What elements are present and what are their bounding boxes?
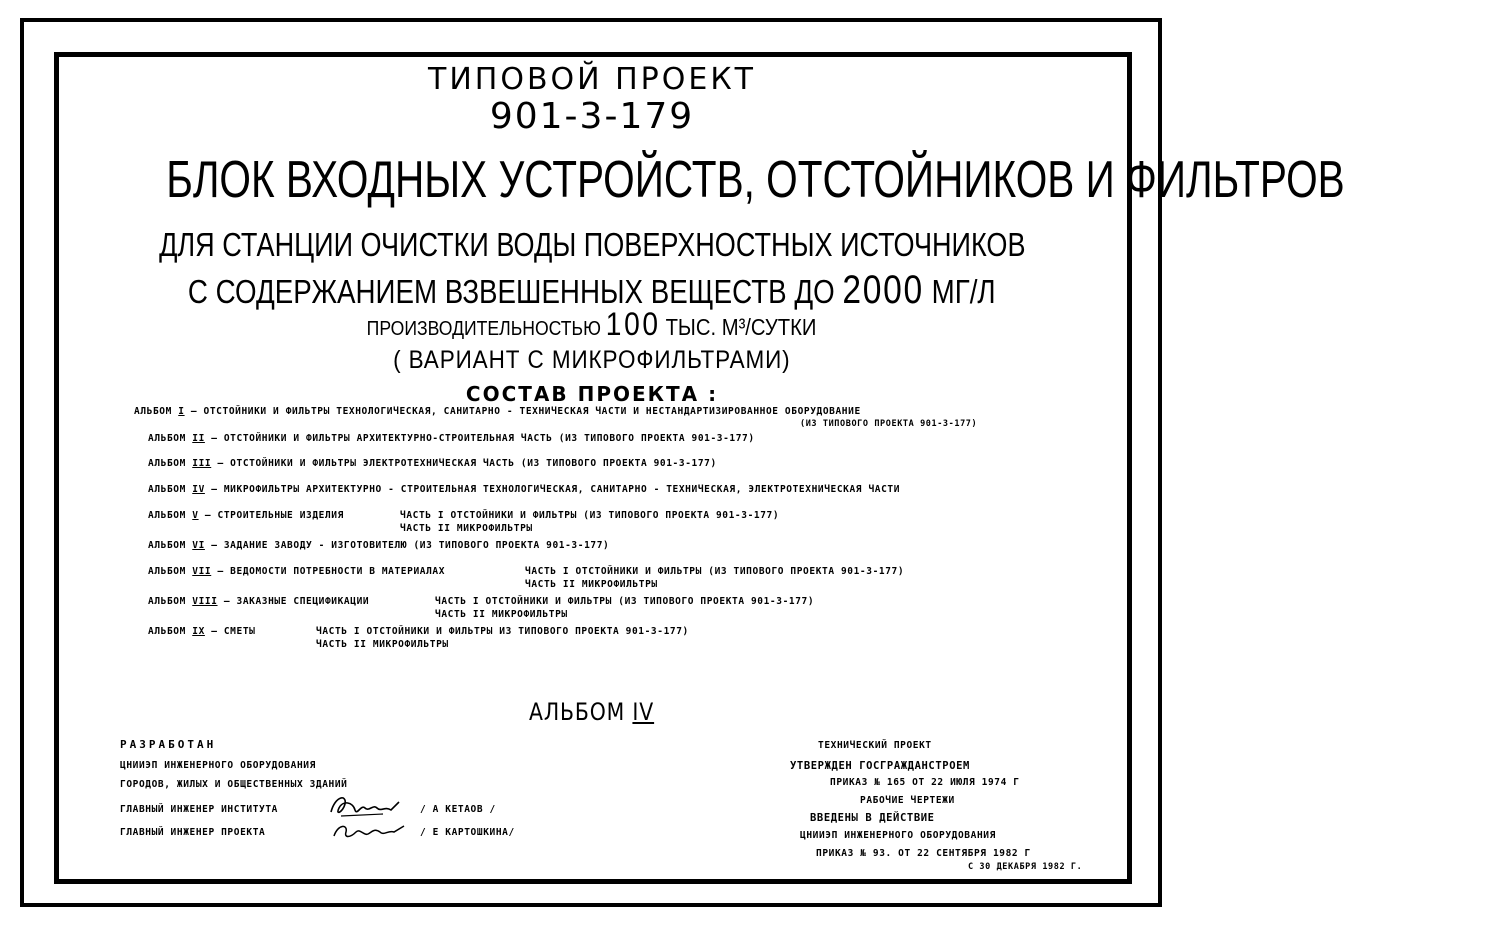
approval-line1: ТЕХНИЧЕСКИЙ ПРОЕКТ: [818, 740, 932, 751]
album-8-part2: ЧАСТЬ II МИКРОФИЛЬТРЫ: [435, 609, 568, 620]
album-6-num: VI: [192, 540, 205, 551]
album-3: [148, 458, 717, 469]
main-title: [0, 150, 1345, 210]
album-6-label: АЛЬБОМ: [148, 540, 186, 551]
album-9: [148, 626, 255, 637]
album-2-text: – ОТСТОЙНИКИ И ФИЛЬТРЫ АРХИТЕКТУРНО-СТРОИТЕЛЬНАЯ ЧАСТЬ (ИЗ ТИПОВОГО ПРОЕКТА 901-3-177): [211, 433, 755, 444]
developer-heading: РАЗРАБОТАН: [120, 738, 217, 751]
chief-project-name: / Е КАРТОШКИНА/: [420, 827, 515, 838]
subtitle-line2-value: 2000: [842, 268, 925, 312]
type-label: ТИПОВОЙ ПРОЕКТ: [428, 62, 756, 97]
signature-chief-project: [330, 818, 410, 844]
chief-institute-name: / А КЕТАОВ /: [420, 804, 496, 815]
approval-line4: РАБОЧИЕ ЧЕРТЕЖИ: [860, 795, 955, 806]
composition-heading: СОСТАВ ПРОЕКТА :: [465, 382, 719, 406]
capacity-line: [0, 306, 1184, 343]
album-label-num: IV: [632, 698, 655, 726]
album-label-group: [529, 698, 654, 726]
album-9-part2: ЧАСТЬ II МИКРОФИЛЬТРЫ: [316, 639, 449, 650]
album-7-text: – ВЕДОМОСТИ ПОТРЕБНОСТИ В МАТЕРИАЛАХ: [217, 566, 446, 577]
album-8-label: АЛЬБОМ: [148, 596, 186, 607]
album-1-note: (ИЗ ТИПОВОГО ПРОЕКТА 901-3-177): [800, 419, 978, 429]
project-number: 901-3-179: [489, 96, 695, 137]
album-9-label: АЛЬБОМ: [148, 626, 186, 637]
subtitle-line1-text: ДЛЯ СТАНЦИИ ОЧИСТКИ ВОДЫ ПОВЕРХНОСТНЫХ ИСТОЧНИКОВ: [158, 226, 1026, 263]
subtitle-line2-unit: МГ/Л: [931, 273, 996, 310]
approval-line2: УТВЕРЖДЕН ГОСГРАЖДАНСТРОЕМ: [790, 760, 970, 772]
album-2-label: АЛЬБОМ: [148, 433, 186, 444]
album-7-label: АЛЬБОМ: [148, 566, 186, 577]
album-4-text: – МИКРОФИЛЬТРЫ АРХИТЕКТУРНО - СТРОИТЕЛЬНАЯ ТЕХНОЛОГИЧЕСКАЯ, САНИТАРНО - ТЕХНИЧЕСКАЯ, ЭЛЕКТРОТЕХНИЧЕСКАЯ ЧАСТИ: [211, 484, 901, 495]
album-1-text: – ОТСТОЙНИКИ И ФИЛЬТРЫ ТЕХНОЛОГИЧЕСКАЯ, САНИТАРНО - ТЕХНИЧЕСКАЯ ЧАСТИ И НЕСТАНДАРТИЗИРОВАННОЕ ОБОРУДОВАНИЕ: [190, 406, 861, 417]
album-5-text: – СТРОИТЕЛЬНЫЕ ИЗДЕЛИЯ: [204, 510, 344, 521]
variant-text: ( ВАРИАНТ С МИКРОФИЛЬТРАМИ): [393, 346, 791, 374]
developer-org-line1: ЦНИИЭП ИНЖЕНЕРНОГО ОБОРУДОВАНИЯ: [120, 760, 316, 771]
album-1-label: АЛЬБОМ: [134, 406, 172, 417]
album-4-label: АЛЬБОМ: [148, 484, 186, 495]
capacity-value: 100: [606, 306, 662, 342]
album-6-text: – ЗАДАНИЕ ЗАВОДУ - ИЗГОТОВИТЕЛЮ (ИЗ ТИПОВОГО ПРОЕКТА 901-3-177): [211, 540, 610, 551]
chief-institute-title: ГЛАВНЫЙ ИНЖЕНЕР ИНСТИТУТА: [120, 804, 278, 815]
album-5: [148, 510, 344, 521]
album-2: [148, 433, 755, 444]
approval-line5: ВВЕДЕНЫ В ДЕЙСТВИЕ: [810, 812, 935, 824]
main-title-text: БЛОК ВХОДНЫХ УСТРОЙСТВ, ОТСТОЙНИКОВ И ФИЛЬТРОВ: [166, 151, 1345, 209]
album-7-part1: ЧАСТЬ I ОТСТОЙНИКИ И ФИЛЬТРЫ (ИЗ ТИПОВОГО ПРОЕКТА 901-3-177): [525, 566, 905, 577]
album-8-num: VIII: [192, 596, 218, 607]
album-9-num: IX: [192, 626, 205, 637]
album-5-num: V: [192, 510, 199, 521]
subtitle-line1: [0, 226, 1184, 264]
album-9-text: – СМЕТЫ: [211, 626, 256, 637]
variant-line: [0, 346, 1184, 375]
album-8: [148, 596, 369, 607]
album-5-part1: ЧАСТЬ I ОТСТОЙНИКИ И ФИЛЬТРЫ (ИЗ ТИПОВОГО ПРОЕКТА 901-3-177): [400, 510, 780, 521]
approval-line8: С 30 ДЕКАБРЯ 1982 Г.: [968, 862, 1083, 872]
approval-line6: ЦНИИЭП ИНЖЕНЕРНОГО ОБОРУДОВАНИЯ: [800, 830, 996, 841]
album-3-label: АЛЬБОМ: [148, 458, 186, 469]
album-1: [134, 406, 861, 417]
album-4-num: IV: [192, 484, 205, 495]
capacity-prefix: ПРОИЗВОДИТЕЛЬНОСТЬЮ: [367, 318, 602, 340]
album-9-part1: ЧАСТЬ I ОТСТОЙНИКИ И ФИЛЬТРЫ ИЗ ТИПОВОГО ПРОЕКТА 901-3-177): [316, 626, 689, 637]
chief-project-title: ГЛАВНЫЙ ИНЖЕНЕР ПРОЕКТА: [120, 827, 266, 838]
album-5-label: АЛЬБОМ: [148, 510, 186, 521]
developer-org-line2: ГОРОДОВ, ЖИЛЫХ И ОБЩЕСТВЕННЫХ ЗДАНИЙ: [120, 779, 348, 790]
album-2-num: II: [192, 433, 205, 444]
capacity-group: [367, 306, 817, 343]
album-label-prefix: АЛЬБОМ: [529, 698, 626, 726]
album-5-part2: ЧАСТЬ II МИКРОФИЛЬТРЫ: [400, 523, 533, 534]
album-8-part1: ЧАСТЬ I ОТСТОЙНИКИ И ФИЛЬТРЫ (ИЗ ТИПОВОГО ПРОЕКТА 901-3-177): [435, 596, 815, 607]
album-1-num: I: [178, 406, 185, 417]
approval-line7: ПРИКАЗ № 93. ОТ 22 СЕНТЯБРЯ 1982 Г: [816, 848, 1031, 859]
album-6: [148, 540, 609, 551]
album-label: [0, 698, 1184, 726]
album-7: [148, 566, 445, 577]
album-3-num: III: [192, 458, 212, 469]
album-4: [148, 484, 900, 495]
album-8-text: – ЗАКАЗНЫЕ СПЕЦИФИКАЦИИ: [223, 596, 370, 607]
approval-line3: ПРИКАЗ № 165 ОТ 22 ИЮЛЯ 1974 Г: [830, 777, 1020, 788]
capacity-unit: ТЫС. М³/СУТКИ: [666, 314, 817, 340]
album-3-text: – ОТСТОЙНИКИ И ФИЛЬТРЫ ЭЛЕКТРОТЕХНИЧЕСКАЯ ЧАСТЬ (ИЗ ТИПОВОГО ПРОЕКТА 901-3-177): [217, 458, 717, 469]
album-7-part2: ЧАСТЬ II МИКРОФИЛЬТРЫ: [525, 579, 658, 590]
subtitle-line2-prefix: С СОДЕРЖАНИЕМ ВЗВЕШЕННЫХ ВЕЩЕСТВ ДО: [188, 273, 835, 310]
album-7-num: VII: [192, 566, 212, 577]
